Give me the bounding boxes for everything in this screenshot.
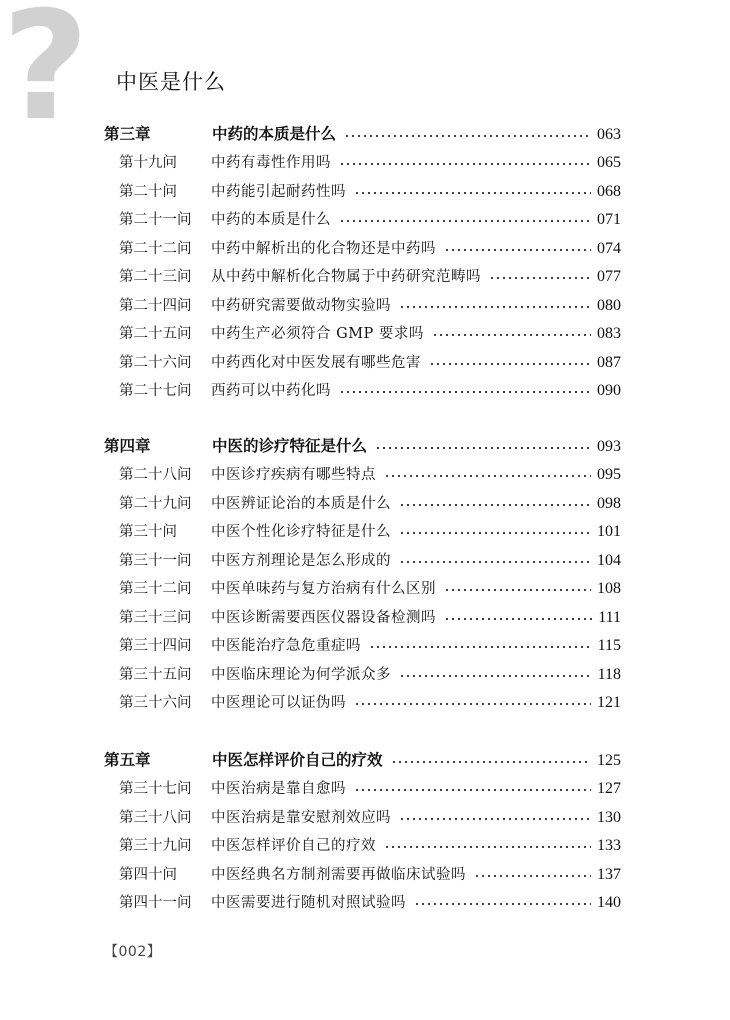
toc-entry-page: 108 <box>597 580 621 597</box>
toc-entry[interactable] <box>119 831 621 855</box>
toc-entry-number: 第三十四问 <box>119 638 192 654</box>
toc-entry-title: 中药生产必须符合 GMP 要求吗 <box>211 326 424 342</box>
toc-entry[interactable] <box>119 262 621 286</box>
toc-entry-page: 127 <box>597 780 621 797</box>
toc-entry-title: 中医诊疗疾病有哪些特点 <box>211 467 376 483</box>
toc-entry-number: 第三十三问 <box>119 609 192 626</box>
dot-leader <box>429 362 591 366</box>
chapter-heading-page: 093 <box>597 438 621 455</box>
dot-leader <box>444 617 592 621</box>
dot-leader <box>399 817 591 821</box>
toc-entry[interactable] <box>119 348 621 372</box>
toc-entry-title: 中医治病是靠自愈吗 <box>211 781 346 797</box>
toc-entry-number: 第三十五问 <box>119 666 192 683</box>
toc-entry-title: 中医个性化诊疗特征是什么 <box>211 524 391 540</box>
toc-entry-title: 中医方剂理论是怎么形成的 <box>211 552 391 569</box>
toc-entry[interactable] <box>119 319 621 343</box>
toc-entry-number: 第二十三问 <box>119 269 192 285</box>
dot-leader <box>339 219 591 223</box>
toc-entry-title: 中药研究需要做动物实验吗 <box>211 297 391 314</box>
toc-entry-number: 第二十四问 <box>119 297 192 314</box>
toc-entry-number: 第三十六问 <box>119 695 192 711</box>
chapter-heading-title: 中药的本质是什么 <box>212 125 337 143</box>
toc-entry-title: 西药可以中药化吗 <box>211 383 331 399</box>
toc-entry-page: 077 <box>597 268 621 285</box>
toc-entry-number: 第四十问 <box>119 866 177 883</box>
toc-entry-title: 中医诊断需要西医仪器设备检测吗 <box>211 609 436 626</box>
toc-entry-number: 第三十问 <box>119 524 177 540</box>
toc-entry[interactable] <box>119 888 621 912</box>
chapter-heading-page: 125 <box>597 752 621 769</box>
dot-leader <box>399 560 591 564</box>
dot-leader <box>369 645 592 649</box>
toc-entry[interactable] <box>119 177 621 201</box>
toc-entry-title: 中医能治疗急危重症吗 <box>211 638 361 654</box>
chapter-heading[interactable] <box>104 746 621 770</box>
toc-entry-page: 080 <box>597 296 621 314</box>
dot-leader <box>384 474 591 478</box>
toc-entry[interactable] <box>119 489 621 513</box>
toc-entry-number: 第二十一问 <box>119 212 192 228</box>
dot-leader <box>399 531 591 535</box>
toc-entry-page: 090 <box>597 382 621 399</box>
toc-entry-number: 第二十七问 <box>119 383 192 399</box>
toc-entry-page: 133 <box>597 837 621 854</box>
dot-leader <box>344 134 591 138</box>
chapter-heading-title: 中医怎样评价自己的疗效 <box>212 751 383 769</box>
dot-leader <box>432 333 591 337</box>
dot-leader <box>399 674 592 678</box>
toc-entry[interactable] <box>119 860 621 884</box>
toc-entry-page: 115 <box>597 637 621 654</box>
dot-leader <box>444 588 591 592</box>
toc-entry-number: 第十九问 <box>119 155 177 171</box>
toc-entry[interactable] <box>119 291 621 315</box>
toc-entry-title: 中药能引起耐药性吗 <box>211 183 346 200</box>
page-number: 【002】 <box>104 944 162 960</box>
toc-entry[interactable] <box>119 234 621 258</box>
toc-entry[interactable] <box>119 460 621 484</box>
toc-entry[interactable] <box>119 574 621 598</box>
dot-leader <box>489 276 591 280</box>
chapter-heading-page: 063 <box>597 126 621 143</box>
toc-entry[interactable] <box>119 688 621 712</box>
chapter-heading[interactable] <box>104 432 621 456</box>
dot-leader <box>339 162 591 166</box>
toc-entry-number: 第二十九问 <box>119 495 192 512</box>
dot-leader <box>384 845 591 849</box>
toc-entry-number: 第二十二问 <box>119 240 192 257</box>
toc-entry-title: 中医辨证论治的本质是什么 <box>211 495 391 512</box>
toc-entry-page: 098 <box>597 494 621 512</box>
toc-entry-title: 中医经典名方制剂需要再做临床试验吗 <box>211 866 466 883</box>
toc-entry-number: 第三十七问 <box>119 781 192 797</box>
toc-entry-title: 中药中解析出的化合物还是中药吗 <box>211 240 436 257</box>
toc-entry-number: 第三十一问 <box>119 552 192 569</box>
toc-entry-number: 第二十八问 <box>119 467 192 483</box>
toc-entry-title: 中医治病是靠安慰剂效应吗 <box>211 809 391 826</box>
dot-leader <box>399 503 591 507</box>
dot-leader <box>354 702 591 706</box>
dot-leader <box>339 390 591 394</box>
toc-entry-number: 第二十五问 <box>119 326 192 342</box>
toc-entry[interactable] <box>119 774 621 798</box>
toc-entry[interactable] <box>119 376 621 400</box>
toc-entry[interactable] <box>119 803 621 827</box>
dot-leader <box>399 305 591 309</box>
toc-entry[interactable] <box>119 148 621 172</box>
dot-leader <box>474 874 591 878</box>
toc-entry-page: 065 <box>597 154 621 171</box>
chapter-heading-number: 第五章 <box>104 751 151 769</box>
chapter-heading-number: 第三章 <box>104 125 151 143</box>
toc-entry[interactable] <box>119 660 621 684</box>
toc-entry-page: 140 <box>597 894 621 911</box>
toc-entry-number: 第三十二问 <box>119 581 192 597</box>
toc-entry-page: 071 <box>597 211 621 228</box>
toc-entry-number: 第二十六问 <box>119 354 192 371</box>
toc-entry-title: 中医理论可以证伪吗 <box>211 695 346 711</box>
toc-entry[interactable] <box>119 517 621 541</box>
toc-entry[interactable] <box>119 205 621 229</box>
toc-entry-page: 111 <box>598 608 621 626</box>
dot-leader <box>391 760 591 764</box>
toc-entry-number: 第三十八问 <box>119 809 192 826</box>
toc-entry-title: 中药的本质是什么 <box>211 212 331 228</box>
toc-entry-page: 104 <box>597 551 621 569</box>
toc-entry-page: 121 <box>597 694 621 711</box>
toc-entry[interactable] <box>119 631 621 655</box>
toc-entry-page: 087 <box>597 353 621 371</box>
toc-entry[interactable] <box>119 546 621 570</box>
question-mark-icon: ? <box>2 0 90 154</box>
dot-leader <box>414 902 591 906</box>
toc-entry-title: 中医怎样评价自己的疗效 <box>211 838 376 854</box>
toc-entry-number: 第二十问 <box>119 183 177 200</box>
toc-entry-number: 第四十一问 <box>119 895 192 911</box>
toc-entry-page: 118 <box>597 665 621 683</box>
toc-entry-page: 068 <box>597 182 621 200</box>
toc-entry-title: 中医临床理论为何学派众多 <box>211 666 391 683</box>
toc-entry-page: 095 <box>597 466 621 483</box>
toc-entry-page: 101 <box>597 523 621 540</box>
toc-entry-title: 中药有毒性作用吗 <box>211 155 331 171</box>
toc-entry-page: 074 <box>597 239 621 257</box>
chapter-heading[interactable] <box>104 120 621 144</box>
dot-leader <box>444 248 591 252</box>
book-title: 中医是什么 <box>116 70 226 94</box>
dot-leader <box>354 191 591 195</box>
dot-leader <box>375 446 591 450</box>
dot-leader <box>354 788 591 792</box>
chapter-heading-title: 中医的诊疗特征是什么 <box>212 437 368 455</box>
toc-entry-page: 130 <box>597 808 621 826</box>
toc-entry-title: 中医单味药与复方治病有什么区别 <box>211 581 436 597</box>
chapter-heading-number: 第四章 <box>104 437 151 455</box>
toc-entry-number: 第三十九问 <box>119 838 192 854</box>
toc-entry-title: 从中药中解析化合物属于中药研究范畴吗 <box>211 269 481 285</box>
toc-entry-title: 中药西化对中医发展有哪些危害 <box>211 354 421 371</box>
toc-entry-page: 083 <box>597 325 621 342</box>
toc-entry[interactable] <box>119 603 621 627</box>
toc-entry-title: 中医需要进行随机对照试验吗 <box>211 895 406 911</box>
toc-entry-page: 137 <box>597 865 621 883</box>
